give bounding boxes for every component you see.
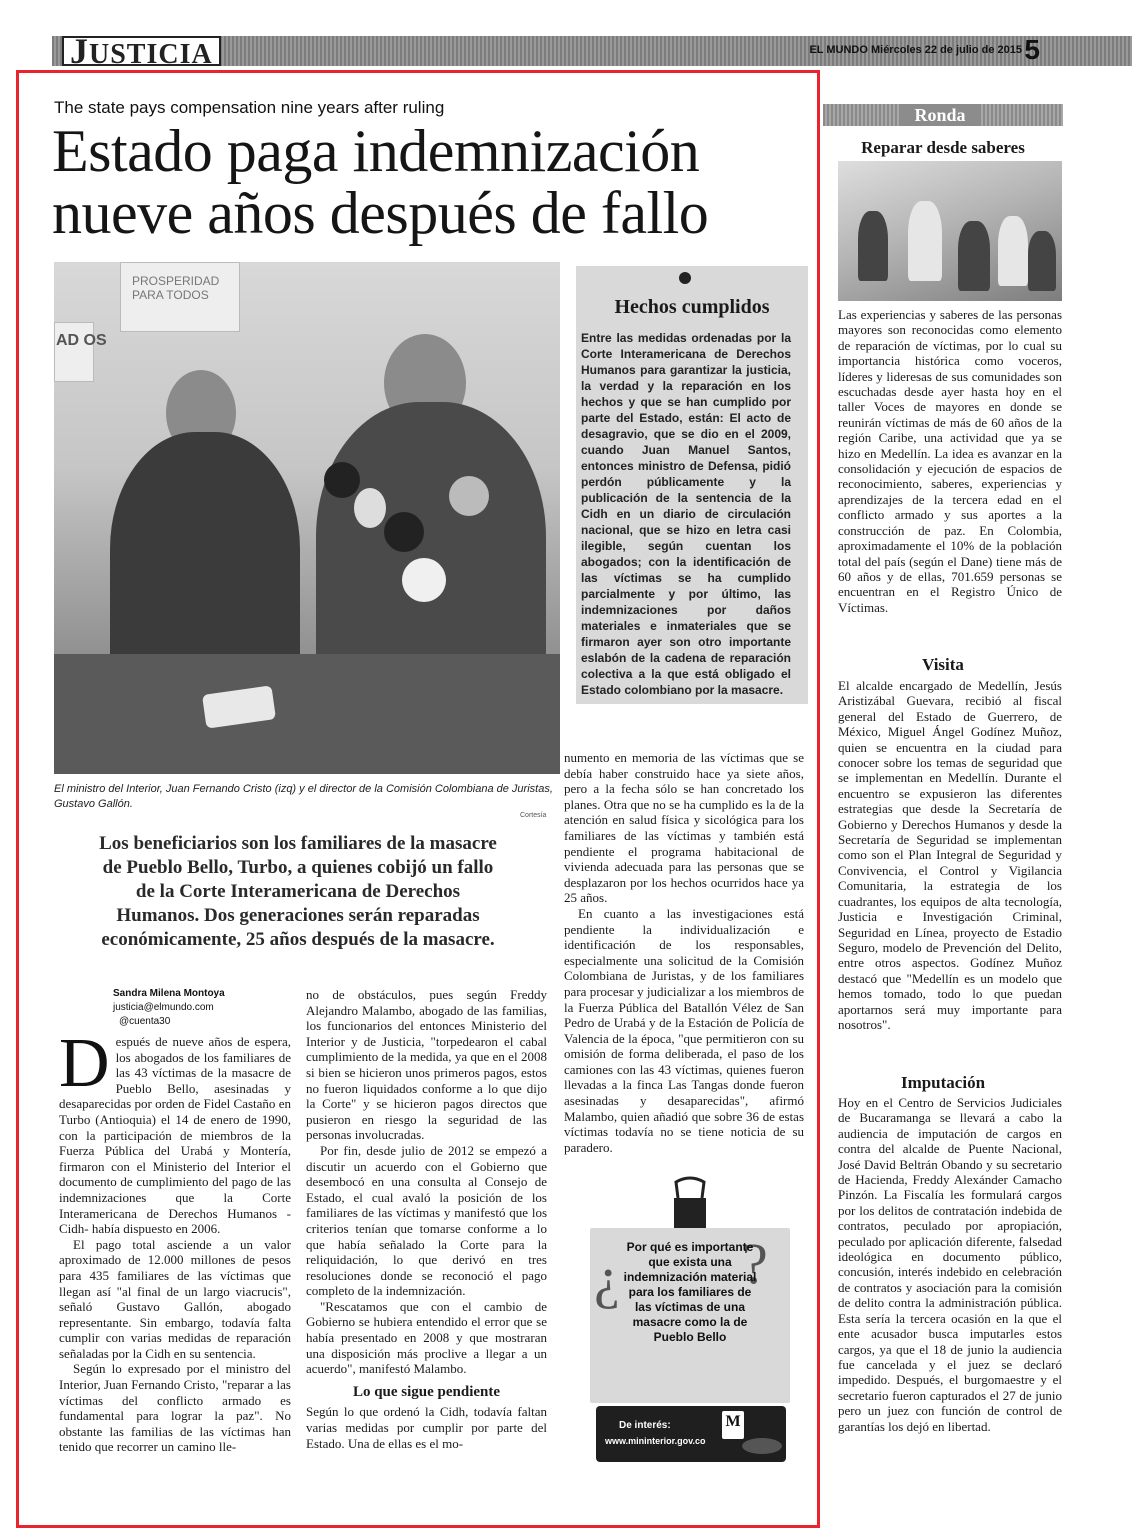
microphone <box>324 462 360 498</box>
question-mark-close: ? <box>742 1231 768 1296</box>
backdrop-logo-text: AD OS <box>56 332 107 349</box>
sidebar-title-1: Reparar desde saberes <box>861 138 1025 157</box>
article-headline: Estado paga indemnización nueve años después de fallo <box>52 118 709 246</box>
photo-caption: El ministro del Interior, Juan Fernando Cristo (izq) y el director de la Comisión Colombiana de Juristas, Gustavo Gallón. <box>54 783 553 810</box>
byline-handle: @cuenta30 <box>119 1016 171 1027</box>
backdrop-text: PROSPERIDAD PARA TODOS <box>132 274 220 302</box>
person <box>958 221 990 291</box>
section-label <box>62 31 221 71</box>
question-mark-open: ¿ <box>594 1245 620 1310</box>
sidebar-text-2: El alcalde encargado de Medellín, Jesús Aristizábal Guevara, recibió al fiscal general del Estado de Guerrero, de México, Miguel Ángel Godínez Muñoz, quien se encuentra en la ciudad para conocer sobre los temas de seguridad que se implementan en Medellín. Durante el encuentro se expusieron las diferentes estrategias que desde la Secretaría de Gobierno y Derechos Humanos y desde la Secretaría de Seguridad se implementan como son el Plan Integral de Seguridad y Convivencia, el Control y Vigilancia Comunitaria, la estrategia de los cuadrantes, los equipos de alta tecnología, Justicia e Investigación Criminal, Seguridad en Línea, proyecto de Estadio Seguro, modelo de Prevención del Delito, entre otros aspectos. Godínez Muñoz destacó que "Medellín es un modelo que hemos tomado, todo lo que puedan aportarnos será muy importante para nosotros". <box>838 678 1062 1032</box>
sidebar-tag: Ronda <box>900 104 980 126</box>
interest-label: De interés: <box>619 1420 671 1431</box>
press-conference-photo <box>54 262 560 774</box>
section-header-bar <box>52 31 1132 71</box>
paragraph: Después de nueve años de espera, los abogados de los familiares de las 43 víctimas de la masacre de Pueblo Bello, asesinadas y desaparecidas por orden de Fidel Castaño en Turbo (Antioquia) el 14 de enero de 1990, con la participación de miembros de la Fuerza Pública del Urabá y Montería, firmaron con el Ministerio del Interior el documento de cumplimiento del pago de las indemnizaciones que la Corte Interamericana de Derechos Humanos -Cidh- había dispuesto en 2006. <box>59 1025 291 1237</box>
person <box>858 211 888 281</box>
interest-url[interactable]: www.mininterior.gov.co <box>605 1436 706 1446</box>
hechos-title: Hechos cumplidos <box>614 296 770 318</box>
photo-credit: Cortesía <box>520 812 547 819</box>
workshop-photo <box>838 161 1062 301</box>
person <box>908 201 942 281</box>
paragraph: En cuanto a las investigaciones está pendiente la individualización e identificación de los responsables, especialmente una solicitud de la Comisión Colombiana de Juristas, y de los familiares para procesar y judicializar a los miembros de la Fuerza Pública del Batallón Vélez de San Pedro de Urabá y de la Estación de Policía de Valencia de la época, "que permitieron con su omisión de forma deliberada, el paso de los camiones con las 43 víctimas, quienes fueron llevadas a la finca Las Tangas donde fueron asesinadas y desaparecidas", afirmó Malambo, quien añadió que sobre 36 de estas víctimas todavía no se tiene noticia de su paradero. <box>564 905 804 1155</box>
body-column-3 <box>564 750 804 1155</box>
person-body <box>110 432 300 692</box>
body-column-2 <box>306 987 547 1451</box>
microphone <box>354 488 386 528</box>
edition-date: EL MUNDO Miércoles 22 de julio de 2015 <box>809 44 1022 56</box>
conference-table <box>54 654 560 774</box>
pin-icon <box>679 272 691 284</box>
question-text: Por qué es importante que exista una indemnización material para los familiares de las víctimas de una masacre como la de Pueblo Bello <box>623 1240 757 1344</box>
subheading: Lo que sigue pendiente <box>352 1383 501 1400</box>
hechos-body: Entre las medidas ordenadas por la Corte Interamericana de Derechos Humanos para garantizar la justicia, la verdad y la reparación en los hechos y que se han cumplido por parte del Estado, están: El acto de desagravio, que se dio en el 2009, cuando Juan Manuel Santos, entonces ministro de Defensa, pidió perdón públicamente y la publicación de la sentencia de la Cidh en un diario de circulación nacional, que se hizo en letra casi ilegible, según cuentan los abogados; con la identificación de las víctimas se ha cumplido parcialmente y por último, las indemnizaciones por daños materiales e inmateriales que se firmaron ayer son otro importante eslabón de la cadena de reparación colectiva a la que está obligado el Estado colombiano por la masacre. <box>581 331 791 697</box>
paragraph: Por fin, desde julio de 2012 se empezó a discutir un acuerdo con el Gobierno que desembocó en una consulta al Consejo de Estado, el cual avaló la posición de los familiares de las víctimas y manifestó que los criterios tenían que tomarse conforme a lo que había señalado la Corte para la reliquidación, lo que derivó en tres resoluciones donde se reconoció el pago completo de la indemnización. <box>306 1142 547 1299</box>
person <box>998 216 1028 286</box>
newspaper-logo: M <box>722 1411 744 1439</box>
byline-name: Sandra Milena Montoya <box>113 988 225 999</box>
byline <box>113 987 225 1029</box>
microphone <box>384 512 424 552</box>
binder-clip-icon <box>672 1176 708 1232</box>
sidebar-text-1: Las experiencias y saberes de las personas mayores son reconocidas como elemento de reparación de víctimas, por lo cual su importancia histórica como voceros, líderes y lideresas de sus comunidades son escuchadas desde ayer hasta hoy en el taller Voces de mayores en donde se reunirán víctimas de más de 60 años de la región Caribe, una actividad que ya se hizo en Medellín. La idea es avanzar en la consolidación y ejecución de espacios de reconocimiento, saberes, experiencias y aprendizajes de la tercera edad en el conflicto armado y sus aportes a la construcción de paz. En Colombia, aproximadamente el 10% de la población total del país (según el Dane) tiene más de 60 años y de ellas, 701.659 personas se encuentran en el Registro Único de Víctimas. <box>838 307 1062 615</box>
paragraph: "Rescatamos que con el cambio de Gobierno se hubiera entendido el error que se había presentado en 2008 y que mostraran una disposición más proclive a llegar a un acuerdo", manifestó Malambo. <box>306 1298 547 1377</box>
paragraph: Según lo expresado por el ministro del Interior, Juan Fernando Cristo, "reparar a las víctimas del conflicto armado es fundamental para lograr la paz". No obstante las familias de las víctimas han tenido que recorrer un camino lle- <box>59 1361 291 1455</box>
paragraph: El pago total asciende a un valor aproximado de 12.000 millones de pesos para 435 familiares de las víctimas que llegan así "al final de un largo viacrucis", señaló Gustavo Gallón, abogado representante. Sin embargo, todavía falta cumplir con varias medidas de reparación señaladas por la Cidh en su sentencia. <box>59 1236 291 1361</box>
backdrop-panel <box>54 322 94 382</box>
person <box>1028 231 1056 291</box>
byline-email: justicia@elmundo.com <box>113 1002 214 1013</box>
paragraph: no de obstáculos, pues según Freddy Alejandro Malambo, abogado de las familias, los funcionarios del entonces Ministerio del Interior y de Justicia, "torpedearon el cabal cumplimiento de la medida, ya que en el 2008 si bien se hicieron unos primeros pagos, estos no fueron liquidados conforme a lo que dijo la Corte" y se hicieron pagos directos que pusieron en riesgo la seguridad de las personas involucradas. <box>306 987 547 1143</box>
microphone <box>402 558 446 602</box>
article-lede: Los beneficiarios son los familiares de la masacre de Pueblo Bello, Turbo, a quienes cobijó un fallo de la Corte Interamericana de Derechos Humanos. Dos generaciones serán reparadas económicamente, 25 años después de la masacre. <box>99 833 497 950</box>
microphone <box>449 476 489 516</box>
disc-icon <box>742 1438 782 1454</box>
drop-cap: D <box>59 1025 110 1102</box>
sidebar-title-2: Visita <box>922 655 964 674</box>
body-column-1 <box>59 1025 291 1455</box>
sidebar-title-3: Imputación <box>900 1073 986 1092</box>
article-kicker: The state pays compensation nine years after ruling <box>54 98 445 117</box>
paragraph: numento en memoria de las víctimas que se debía haber construido hace ya siete años, pero a la fecha sólo se han concretado los planes. Otra que no se ha cumplido es la de la atención en salud física y sicológica para los familiares de las víctimas y también está pendiente el programa habitacional de vivienda adecuada para las personas que se desplazaron por los hechos ocurridos hace ya 25 años. <box>564 750 804 906</box>
sidebar-text-3: Hoy en el Centro de Servicios Judiciales de Bucaramanga se llevará a cabo la audiencia de imputación de cargos en contra del alcalde de Puente Nacional, José David Beltrán Obando y su secretario de Hacienda, Freddy Alexánder Camacho Pinzón. La Fiscalía les formulará cargos por los delitos de contratación indebida de contratos, peculado por apropiación, peculado por aplicación diferente, falsedad ideológica en documento público, concusión, interés indebido en celebración de contratos y asociación para la comisión de delito contra la administración pública. Esta sería la tercera ocasión en la que el ente acusador busca imputarles estos cargos, ya que el 18 de junio la audiencia fue cancelada y el juez se declaró impedido. Después, el burgomaestre y el secretario fueron capturados el 27 de junio pero un juez con función de control de garantías los dejó en libertad. <box>838 1095 1062 1434</box>
page-number: 5 <box>1024 34 1040 65</box>
section-name: JUSTICIA <box>70 31 213 71</box>
paragraph: Según lo que ordenó la Cidh, todavía faltan varias medidas por cumplir por parte del Estado. Una de ellas es el mo- <box>306 1404 547 1451</box>
